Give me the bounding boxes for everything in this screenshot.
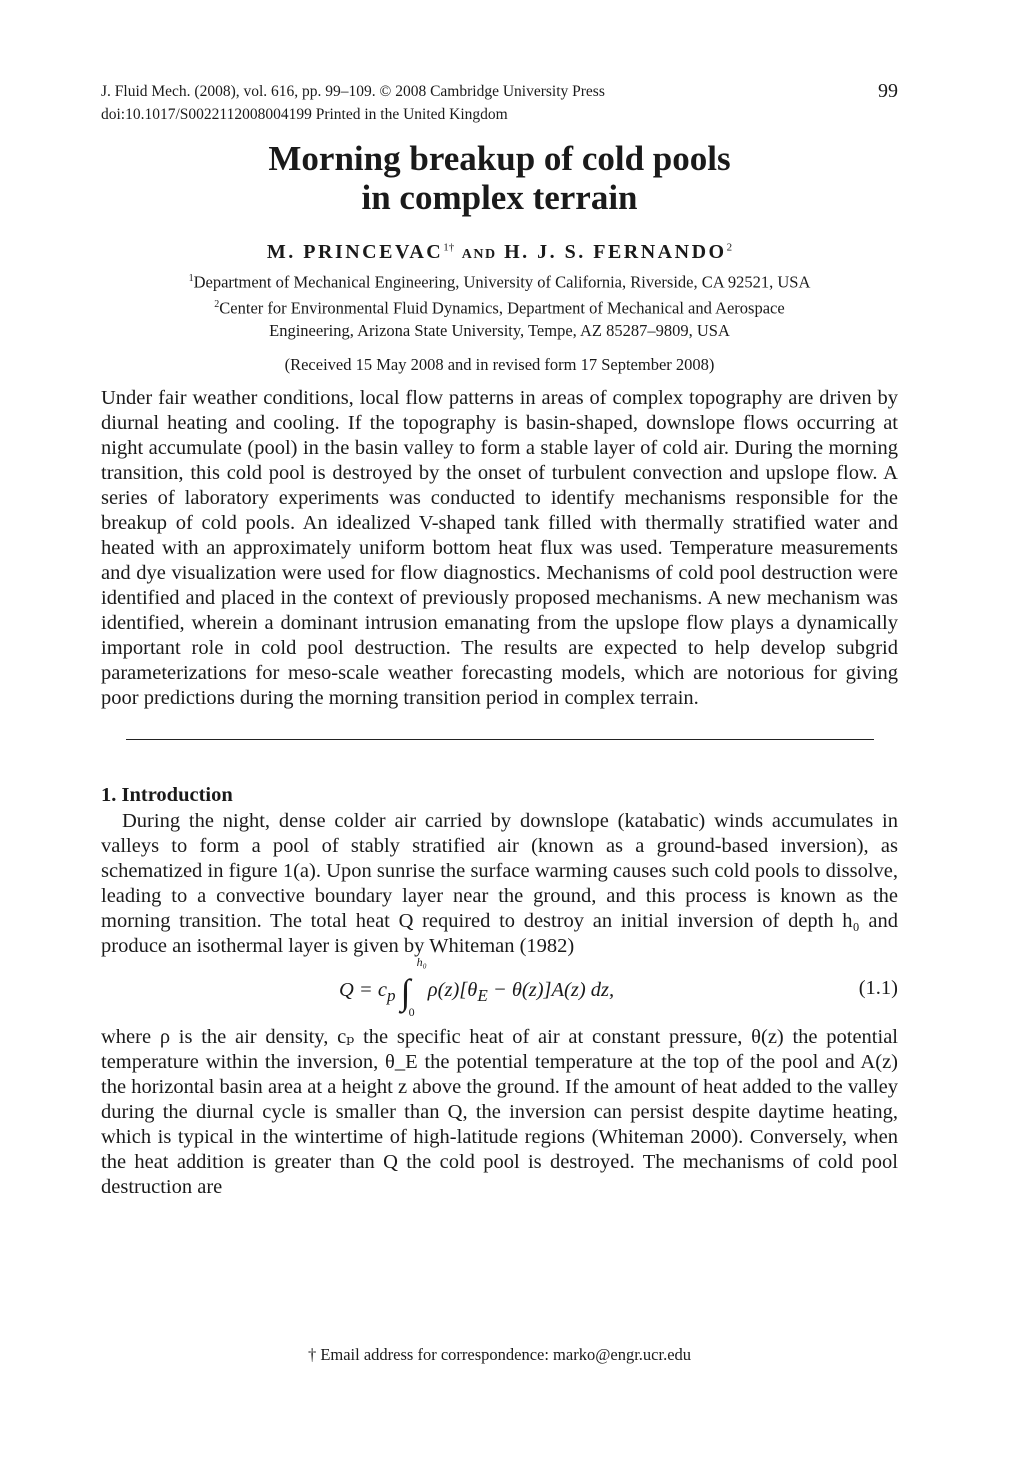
running-header: [101, 80, 898, 126]
equation-rhs: ρ(z)[θ: [427, 978, 478, 1001]
correspondence-footnote: † Email address for correspondence: marko@engr.ucr.edu: [307, 1345, 692, 1364]
equation-number: (1.1): [858, 976, 898, 999]
equation-sub-e: E: [477, 985, 488, 1005]
author-2: H. J. S. FERNANDO: [504, 241, 727, 263]
author-conjunction: AND: [461, 247, 497, 262]
abstract: Under fair weather conditions, local flow patterns in areas of complex topography are driven by diurnal heating and cooling. If the topography is basin-shaped, downslope flows occurring at night accumulate (pool) in the basin valley to form a stable layer of cold air. During the morning transition, this cold pool is destroyed by the onset of turbulent convection and upslope flow. A series of laboratory experiments was conducted to identify mechanisms responsible for the breakup of cold pools. An idealized V-shaped tank filled with thermally stratified water and heated with an approximately uniform bottom heat flux was used. Temperature measurements and dye visualization were used for flow diagnostics. Mechanisms of cold pool destruction were identified and placed in the context of previously proposed mechanisms. A new mechanism was identified, wherein a dominant intrusion emanating from the upslope flow plays a dynamically important role in cold pool destruction. The results are expected to help develop subgrid parameterizations for meso-scale weather forecasting models, which are notorious for giving poor predictions during the morning transition period in complex terrain.: [101, 386, 898, 709]
section-heading: 1. Introduction: [101, 783, 233, 806]
intro-paragraph-1: During the night, dense colder air carried by downslope (katabatic) winds accumulates in valleys to form a pool of stably stratified air (known as a ground-based inversion), as schematized in figure 1(a). Upon sunrise the surface warming causes such cold pools to dissolve, leading to a convective boundary layer near the ground, and this process is known as the morning transition. The total heat Q required to destroy an initial inversion of depth h₀ and produce an isothermal layer is given by Whiteman (1982): [101, 809, 898, 957]
equation-1-1: [101, 954, 898, 1023]
page-number: 99: [878, 80, 898, 102]
journal-citation: J. Fluid Mech. (2008), vol. 616, pp. 99–109. © 2008 Cambridge University Press: [101, 83, 605, 100]
equation-rhs-2: − θ(z)]A(z) dz,: [487, 978, 615, 1001]
author-2-mark: 2: [726, 241, 733, 254]
paper-page: [101, 80, 898, 1364]
intro-paragraph-2: where ρ is the air density, cₚ the specific heat of air at constant pressure, θ(z) the potential temperature within the inversion, θ_E the potential temperature at the top of the pool and A(z) the horizontal basin area at a height z above the ground. If the amount of heat added to the valley during the diurnal cycle is smaller than Q, the inversion can persist despite daytime heating, which is typical in the wintertime of high-latitude regions (Whiteman 2000). Conversely, when the heat addition is greater than Q the cold pool is destroyed. The mechanisms of cold pool destruction are: [101, 1025, 898, 1198]
affiliation-1-text: Department of Mechanical Engineering, University of California, Riverside, CA 92521, USA: [193, 272, 811, 292]
author-list: [101, 241, 898, 264]
affiliation-2-mark: 2: [214, 299, 220, 310]
title-line-2: in complex terrain: [361, 178, 638, 217]
affiliation-2: [101, 294, 898, 320]
integral-lower-limit: 0: [408, 1004, 415, 1019]
received-dates: (Received 15 May 2008 and in revised form 17 September 2008): [284, 354, 715, 374]
affiliation-1-mark: 1: [188, 273, 194, 284]
author-1: M. PRINCEVAC: [266, 241, 444, 263]
affiliation-1: [101, 268, 898, 294]
abstract-divider: [126, 739, 874, 740]
equation-sub-p: p: [387, 985, 396, 1005]
equation-expression: [339, 954, 615, 1019]
doi-line: doi:10.1017/S0022112008004199 Printed in the United Kingdom: [101, 106, 508, 123]
author-1-mark: 1†: [443, 241, 455, 254]
affiliation-2-line-1: Center for Environmental Fluid Dynamics, Department of Mechanical and Aerospace: [219, 298, 785, 318]
paper-title: [101, 139, 898, 217]
integral-sign: ∫ h₀ 0: [400, 954, 427, 1019]
integral-upper-limit: h₀: [416, 954, 427, 969]
equation-lhs: Q = c: [339, 978, 387, 1001]
affiliation-2-line-2: Engineering, Arizona State University, Tempe, AZ 85287–9809, USA: [269, 321, 730, 340]
affiliations: [101, 268, 898, 343]
title-line-1: Morning breakup of cold pools: [268, 139, 731, 178]
